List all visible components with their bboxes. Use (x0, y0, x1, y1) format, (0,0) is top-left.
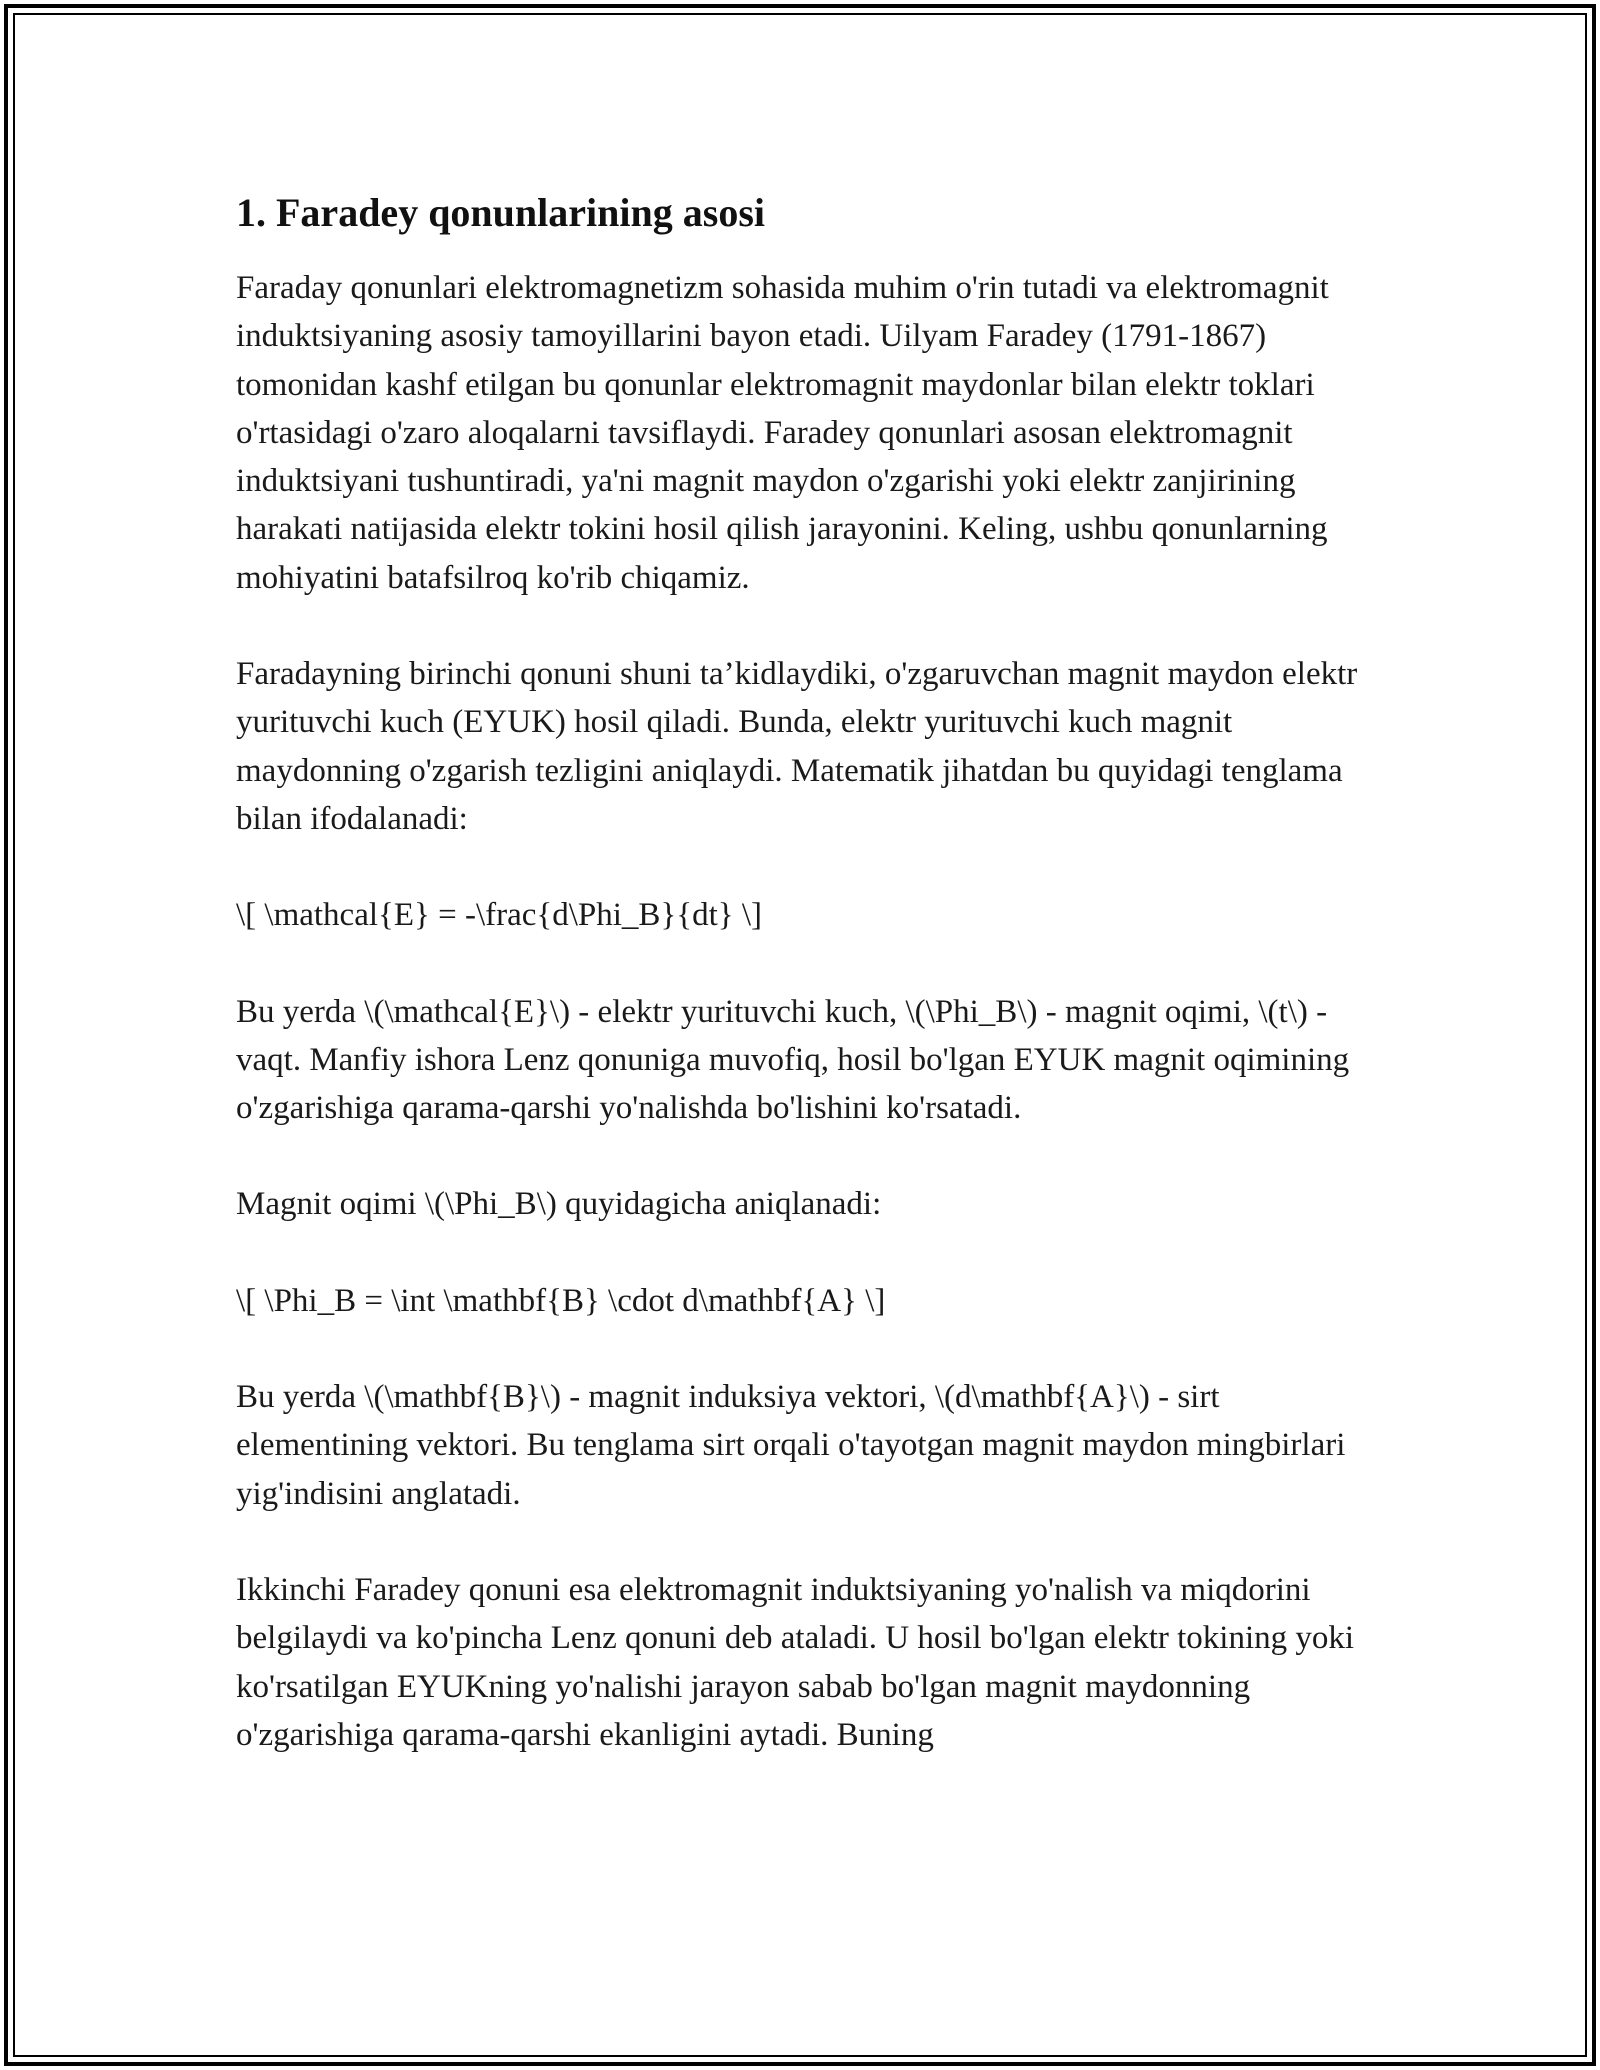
paragraph-intro: Faraday qonunlari elektromagnetizm sohasida muhim o'rin tutadi va elektromagnit induktsiyaning asosiy tamoyillarini bayon etadi. Uilyam Faradey (1791-1867) tomonidan kashf etilgan bu qonunlar elektromagnit maydonlar bilan elektr toklari o'rtasidagi o'zaro aloqalarni tavsiflaydi. Faradey qonunlari asosan elektromagnit induktsiyani tushuntiradi, ya'ni magnit maydon o'zgarishi yoki elektr zanjirining harakati natijasida elektr tokini hosil qilish jarayonini. Keling, ushbu qonunlarning mohiyatini batafsilroq ko'rib chiqamiz. (236, 270, 1329, 596)
paragraph-first-law: Faradayning birinchi qonuni shuni ta’kidlaydiki, o'zgaruvchan magnit maydon elektr yurituvchi kuch (EYUK) hosil qiladi. Bunda, elektr yurituvchi kuch magnit maydonning o'zgarish tezligini aniqlaydi. Matematik jihatdan bu quyidagi tenglama bilan ifodalanadi: (236, 656, 1358, 837)
paragraph-emf-explanation: Bu yerda \(\mathcal{E}\) - elektr yurituvchi kuch, \(\Phi_B\) - magnit oqimi, \(t\) - vaqt. Manfiy ishora Lenz qonuniga muvofiq, hosil bo'lgan EYUK magnit oqimining o'zgarishiga qarama-qarshi yo'nalishda bo'lishini ko'rsatadi. (236, 993, 1350, 1127)
equation-flux: \[ \Phi_B = \int \mathbf{B} \cdot d\mathbf{A} \] (236, 1282, 886, 1319)
paragraph-flux-explanation: Bu yerda \(\mathbf{B}\) - magnit induksiya vektori, \(d\mathbf{A}\) - sirt elementining vektori. Bu tenglama sirt orqali o'tayotgan magnit maydon mingbirlari yig'indisini anglatadi. (236, 1379, 1346, 1512)
equation-emf: \[ \mathcal{E} = -\frac{d\Phi_B}{dt} \] (236, 897, 763, 934)
paragraph-flux-intro: Magnit oqimi \(\Phi_B\) quyidagicha aniqlanadi: (236, 1186, 882, 1223)
section-heading: 1. Faradey qonunlarining asosi (236, 190, 766, 235)
document-body (236, 186, 1366, 1759)
paragraph-second-law: Ikkinchi Faradey qonuni esa elektromagnit induktsiyaning yo'nalish va miqdorini belgilaydi va ko'pincha Lenz qonuni deb ataladi. U hosil bo'lgan elektr tokining yoki ko'rsatilgan EYUKning yo'nalishi jarayon sabab bo'lgan magnit maydonning o'zgarishiga qarama-qarshi ekanligini aytadi. Buning (236, 1571, 1355, 1753)
